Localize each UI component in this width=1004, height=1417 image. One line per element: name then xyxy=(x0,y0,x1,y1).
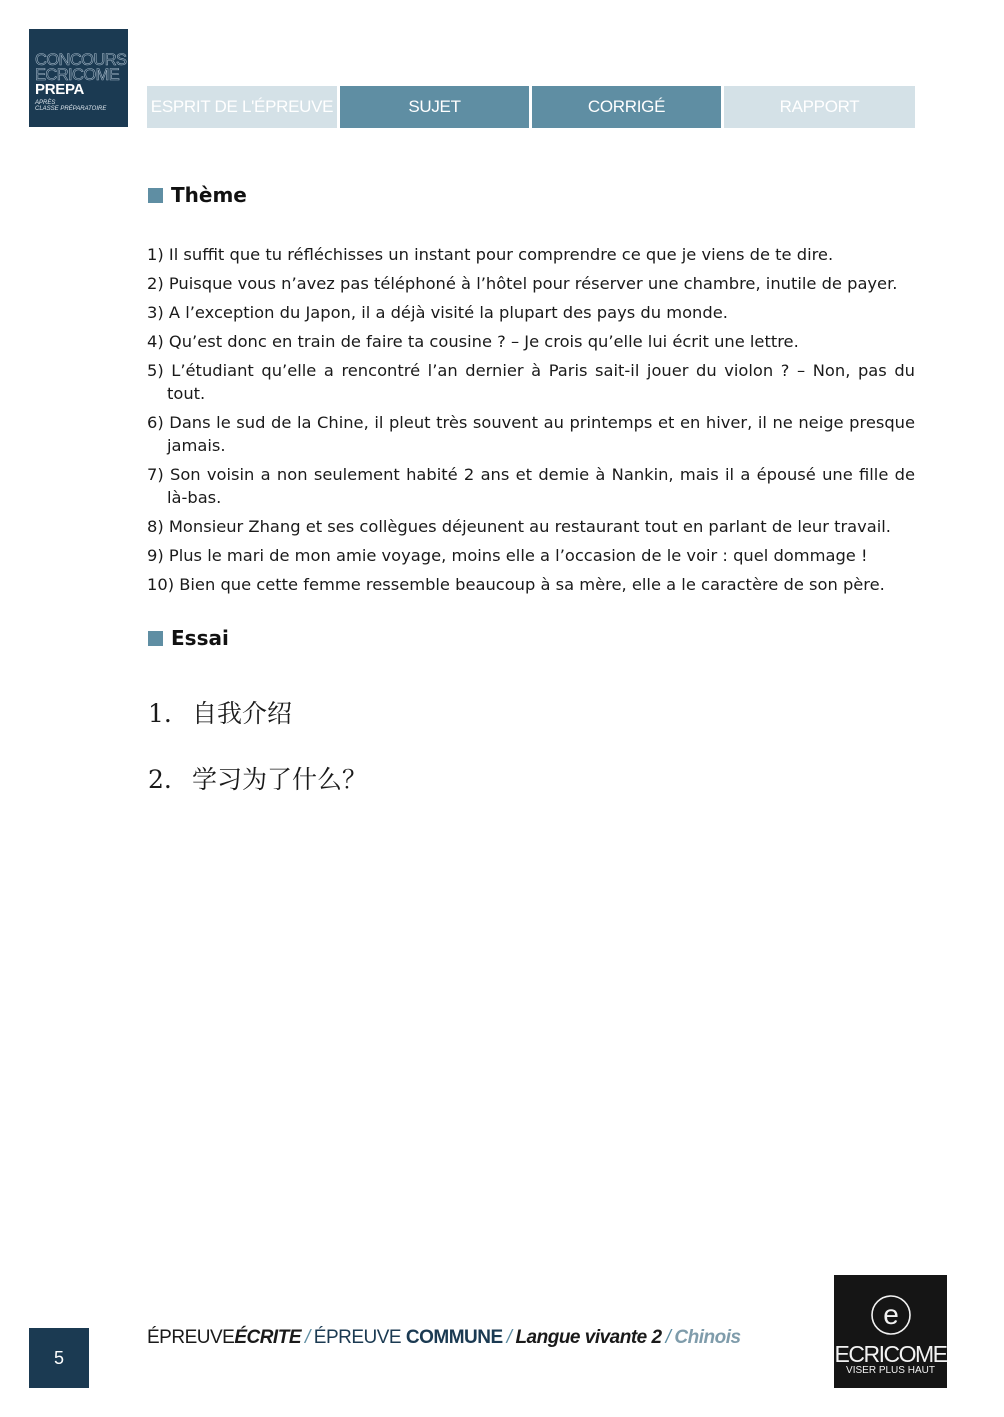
ecricome-e-icon xyxy=(834,1293,947,1341)
footer-langue: Langue vivante 2 xyxy=(515,1327,662,1348)
ecricome-tagline: VISER PLUS HAUT xyxy=(846,1365,935,1376)
theme-item: 6) Dans le sud de la Chine, il pleut très souvent au printemps et en hiver, il ne neige presque jamais. xyxy=(147,413,915,455)
logo-line-classe: CLASSE PRÉPARATOIRE xyxy=(35,106,107,112)
theme-sentence-list xyxy=(147,243,915,602)
tab-sujet[interactable]: SUJET xyxy=(340,86,529,128)
theme-item: 7) Son voisin a non seulement habité 2 ans et demie à Nankin, mais il a épousé une fille de là-bas. xyxy=(147,465,915,507)
logo-line-ecricome: ECRICOME xyxy=(35,66,120,84)
footer-epreuve: ÉPREUVE xyxy=(147,1327,235,1348)
ecricome-logo xyxy=(834,1275,947,1388)
theme-item: 4) Qu’est donc en train de faire ta cousine ? – Je crois qu’elle lui écrit une lettre. xyxy=(147,332,799,351)
theme-title: Thème xyxy=(171,183,247,207)
footer-chinois: Chinois xyxy=(674,1327,741,1348)
essay-topic xyxy=(148,760,367,796)
essai-heading xyxy=(148,626,229,650)
concours-ecricome-logo xyxy=(29,29,128,127)
tab-rapport[interactable]: RAPPORT xyxy=(724,86,915,128)
essai-title: Essai xyxy=(171,626,229,650)
theme-item: 8) Monsieur Zhang et ses collègues déjeunent au restaurant tout en parlant de leur travail. xyxy=(147,517,891,536)
theme-heading xyxy=(148,183,247,207)
footer-separator: / xyxy=(305,1327,310,1348)
essay-topic xyxy=(148,694,292,730)
section-tabs xyxy=(147,86,915,128)
tab-esprit-epreuve[interactable]: ESPRIT DE L'ÉPREUVE xyxy=(147,86,337,128)
essay-text: 自我介绍 xyxy=(192,699,293,728)
footer-separator: / xyxy=(665,1327,671,1348)
footer-separator: / xyxy=(506,1327,512,1348)
theme-item: 10) Bien que cette femme ressemble beaucoup à sa mère, elle a le caractère de son père. xyxy=(147,575,885,594)
ecricome-brand: ECRICOME xyxy=(834,1341,947,1367)
essay-number: 2. xyxy=(148,765,172,794)
logo-line-concours: CONCOURS xyxy=(35,51,127,69)
tab-corrige[interactable]: CORRIGÉ xyxy=(532,86,721,128)
section-square-icon xyxy=(148,631,163,646)
logo-line-prepa: PREPA xyxy=(35,81,85,98)
essay-text: 学习为了什么？ xyxy=(192,765,368,794)
theme-item: 1) Il suffit que tu réfléchisses un instant pour comprendre ce que je viens de te dire. xyxy=(147,245,834,264)
theme-item: 2) Puisque vous n’avez pas téléphoné à l’hôtel pour réserver une chambre, inutile de payer. xyxy=(147,274,898,293)
section-square-icon xyxy=(148,188,163,203)
footer-ecrite: ÉCRITE xyxy=(234,1327,301,1348)
theme-item: 3) A l’exception du Japon, il a déjà visité la plupart des pays du monde. xyxy=(147,303,728,322)
svg-text:e: e xyxy=(882,1299,899,1330)
theme-item: 5) L’étudiant qu’elle a rencontré l’an dernier à Paris sait-il jouer du violon ? – Non, pas du tout. xyxy=(147,361,915,403)
page-number: 5 xyxy=(29,1328,89,1388)
footer-commune: COMMUNE xyxy=(405,1327,503,1348)
footer-breadcrumb xyxy=(147,1327,741,1349)
essay-number: 1. xyxy=(148,699,172,728)
logo-line-apres: APRÈS xyxy=(35,100,56,106)
theme-item: 9) Plus le mari de mon amie voyage, moins elle a l’occasion de le voir : quel dommage ! xyxy=(147,546,868,565)
footer-epreuve-2: ÉPREUVE xyxy=(313,1327,402,1348)
